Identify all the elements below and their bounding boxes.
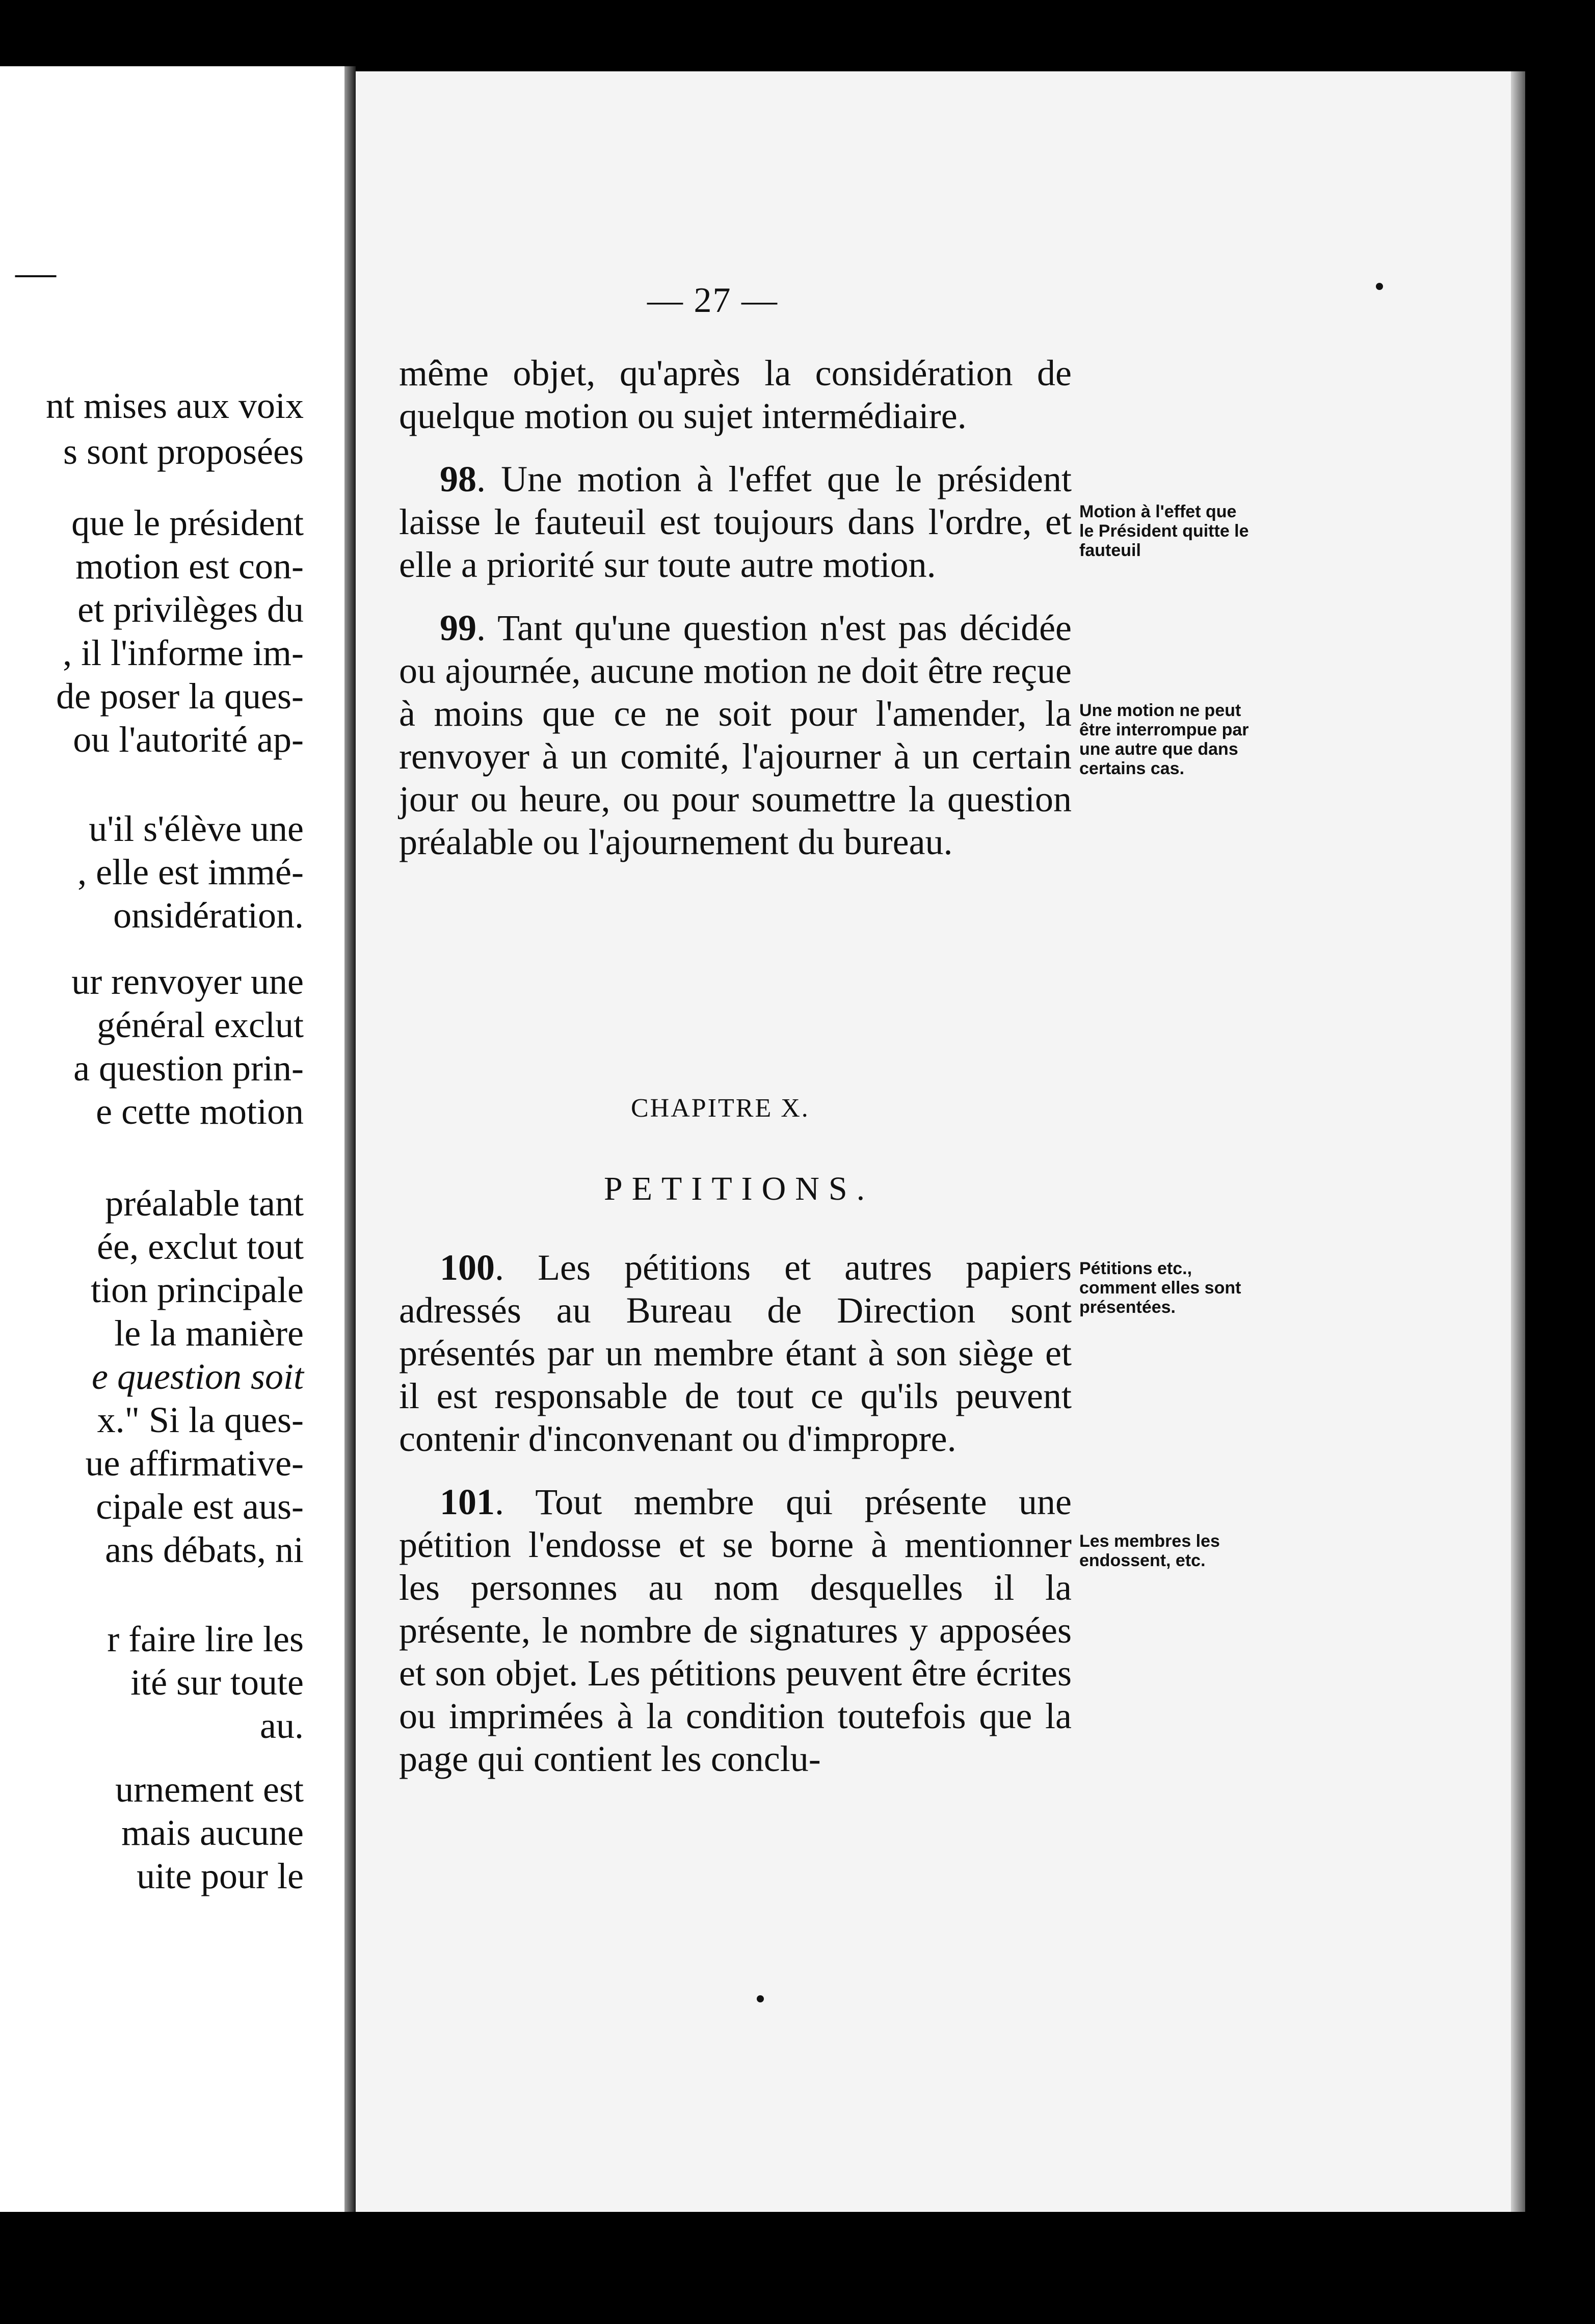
left-page-line: au. bbox=[260, 1705, 304, 1746]
left-page-line: , il l'informe im- bbox=[63, 632, 304, 673]
article-100: 100. Les pétitions et autres papiers adressés au Bureau de Direction sont présentés par un membre étant à son siège et il est responsable de tout ce qu'ils peuvent contenir d'inconvenant ou d'impropre. bbox=[399, 1247, 1072, 1459]
left-page-line: mais aucune bbox=[121, 1812, 304, 1853]
left-page-line: x." Si la ques- bbox=[97, 1399, 304, 1440]
left-page-line: motion est con- bbox=[75, 546, 304, 587]
book-spine bbox=[344, 66, 356, 2212]
left-page-line: u'il s'élève une bbox=[89, 808, 304, 849]
section-title: PETITIONS. bbox=[604, 1170, 874, 1207]
left-page-line: r faire lire les bbox=[107, 1619, 304, 1659]
left-page-line: onsidération. bbox=[113, 895, 304, 936]
left-page-line: ans débats, ni bbox=[105, 1529, 304, 1570]
left-page-line: préalable tant bbox=[105, 1183, 304, 1224]
left-page-line: et privilèges du bbox=[77, 589, 304, 630]
left-page-line: tion principale bbox=[91, 1270, 304, 1310]
article-text: Les pétitions et autres papiers adressés au Bureau de Direction sont présentés par un membre étant à son siège et il est responsable de tout ce qu'ils peuvent contenir d'inconvenant ou d'impropre. bbox=[399, 1247, 1072, 1459]
left-page-line: nt mises aux voix bbox=[46, 385, 304, 426]
page-edge bbox=[1511, 71, 1525, 2212]
margin-note-98: Motion à l'effet que le Président quitte le fauteuil bbox=[1079, 502, 1249, 560]
margin-note-101: Les membres les endossent, etc. bbox=[1079, 1531, 1220, 1570]
body-text bbox=[399, 352, 1072, 884]
continuation-paragraph: même objet, qu'après la considération de quelque motion ou sujet intermédiaire. bbox=[399, 353, 1072, 436]
left-page-line: e question soit bbox=[92, 1356, 304, 1397]
chapter-heading: CHAPITRE X. bbox=[631, 1094, 810, 1123]
left-page-line: général exclut bbox=[97, 1005, 304, 1045]
left-page-line: cipale est aus- bbox=[96, 1486, 304, 1527]
article-number: 99 bbox=[440, 608, 476, 648]
left-page-line: ité sur toute bbox=[130, 1662, 304, 1703]
article-number: 98 bbox=[440, 459, 476, 499]
margin-note-100: Pétitions etc., comment elles sont présentées. bbox=[1079, 1259, 1241, 1317]
left-page-line: ur renvoyer une bbox=[71, 961, 304, 1002]
article-number: 100 bbox=[440, 1247, 495, 1288]
left-page-line: uite pour le bbox=[137, 1856, 304, 1896]
article-101: 101. Tout membre qui présente une pétition l'endosse et se borne à mentionner les personnes au nom desquelles il la présente, le nombre de signatures y apposées et son objet. Les pétitions peuvent être écrites ou imprimées à la condition toutefois que la page qui contient les conclu- bbox=[399, 1482, 1072, 1779]
scan-speck bbox=[1376, 283, 1383, 290]
left-page-line: ue affirmative- bbox=[85, 1443, 304, 1484]
article-text: Tant qu'une question n'est pas décidée ou ajournée, aucune motion ne doit être reçue à moins que ce ne soit pour l'amender, la renvoyer à un comité, l'ajourner à un certain jour ou heure, ou pour soumettre la question préalable ou l'ajournement du bureau. bbox=[399, 608, 1072, 862]
left-page-line: que le président bbox=[71, 503, 304, 543]
left-page-line: le la manière bbox=[114, 1313, 304, 1354]
scan-speck bbox=[757, 1995, 764, 2002]
article-99: 99. Tant qu'une question n'est pas décidée ou ajournée, aucune motion ne doit être reçue à moins que ce ne soit pour l'amender, la renvoyer à un comité, l'ajourner à un certain jour ou heure, ou pour soumettre la question préalable ou l'ajournement du bureau. bbox=[399, 608, 1072, 862]
left-page-line: s sont proposées bbox=[63, 431, 304, 472]
left-page-dash: — bbox=[15, 250, 56, 295]
left-page-line: ou l'autorité ap- bbox=[73, 719, 304, 760]
article-text: Tout membre qui présente une pétition l'endosse et se borne à mentionner les personnes au nom desquelles il la présente, le nombre de signatures y apposées et son objet. Les pétitions peuvent être écrites ou imprimées à la condition toutefois que la page qui contient les conclu- bbox=[399, 1482, 1072, 1779]
left-page-line: , elle est immé- bbox=[77, 852, 304, 892]
body-text-section bbox=[399, 1246, 1072, 1801]
article-number: 101 bbox=[440, 1482, 495, 1522]
page-number: — 27 — bbox=[647, 281, 778, 320]
left-page-line: e cette motion bbox=[96, 1091, 304, 1132]
left-page-line: urnement est bbox=[115, 1769, 304, 1810]
left-page-line: a question prin- bbox=[73, 1048, 304, 1089]
left-page-line: ée, exclut tout bbox=[97, 1226, 304, 1267]
margin-note-99: Une motion ne peut être interrompue par une autre que dans certains cas. bbox=[1079, 701, 1249, 778]
left-page bbox=[0, 66, 344, 2212]
left-page-line: de poser la ques- bbox=[56, 676, 304, 717]
article-98: 98. Une motion à l'effet que le président laisse le fauteuil est toujours dans l'ordre, et elle a priorité sur toute autre motion. bbox=[399, 459, 1072, 585]
article-text: Une motion à l'effet que le président laisse le fauteuil est toujours dans l'ordre, et elle a priorité sur toute autre motion. bbox=[399, 459, 1072, 585]
